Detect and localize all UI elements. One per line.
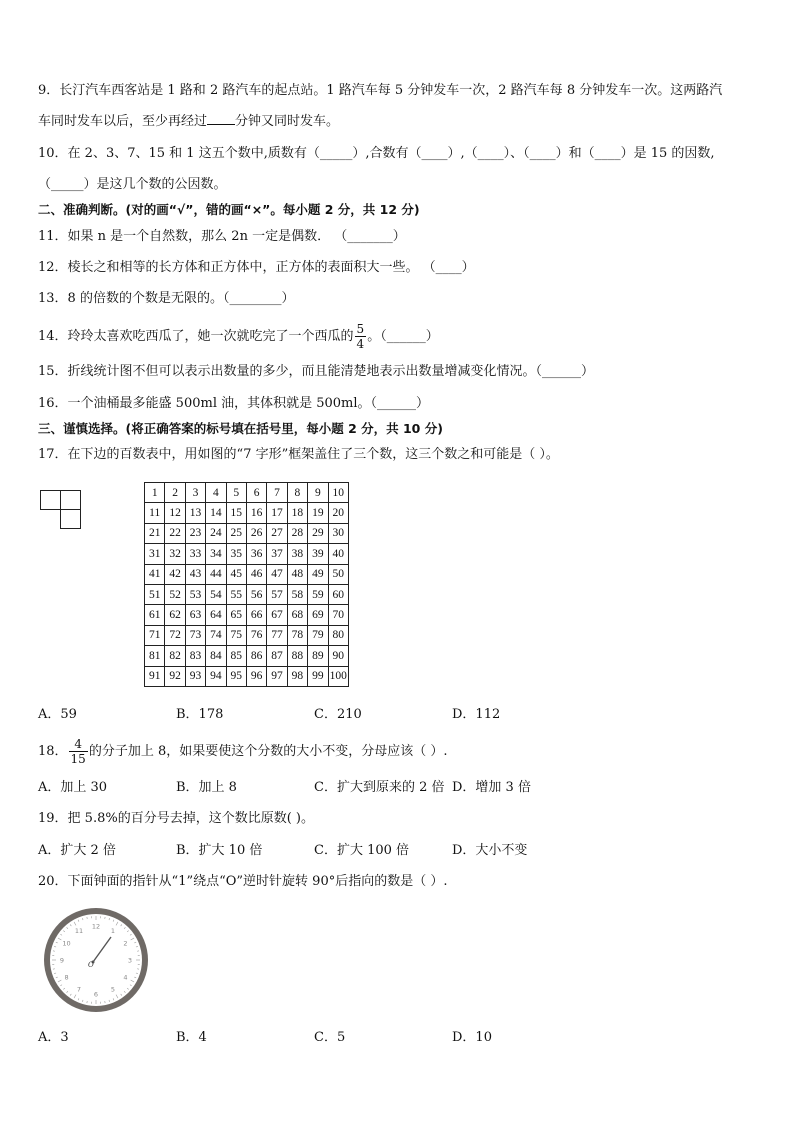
- table-cell: 44: [206, 564, 226, 584]
- table-cell: 59: [308, 584, 328, 604]
- clock-number: 6: [93, 990, 99, 999]
- table-cell: 25: [226, 523, 246, 543]
- answer-blank[interactable]: [207, 112, 235, 125]
- clock-number: 1: [110, 926, 116, 935]
- table-cell: 9: [308, 483, 328, 503]
- table-cell: 27: [267, 523, 287, 543]
- table-cell: 99: [308, 666, 328, 686]
- table-cell: 29: [308, 523, 328, 543]
- q20-option-b[interactable]: B．4: [176, 1030, 207, 1045]
- table-cell: 43: [185, 564, 205, 584]
- table-cell: 88: [287, 646, 307, 666]
- table-cell: 2: [165, 483, 185, 503]
- table-cell: 61: [145, 605, 165, 625]
- table-cell: 42: [165, 564, 185, 584]
- table-cell: 31: [145, 544, 165, 564]
- q19-option-b[interactable]: B．扩大 10 倍: [176, 843, 263, 858]
- fraction-denominator: 4: [356, 337, 365, 351]
- clock-number: 7: [76, 985, 82, 994]
- clock-number: 8: [64, 973, 69, 982]
- question-10-line-1: 10．在 2、3、7、15 和 1 这五个数中,质数有（_____）,合数有（____）,（____）、（____）和（____）是 15 的因数,: [38, 146, 715, 161]
- table-cell: 8: [287, 483, 307, 503]
- q17-option-b[interactable]: B．178: [176, 707, 224, 722]
- table-cell: 26: [246, 523, 266, 543]
- table-cell: 86: [246, 646, 266, 666]
- table-cell: 63: [185, 605, 205, 625]
- table-cell: 15: [226, 503, 246, 523]
- table-cell: 38: [287, 544, 307, 564]
- table-cell: 66: [246, 605, 266, 625]
- table-cell: 23: [185, 523, 205, 543]
- question-11: 11．如果 n 是一个自然数，那么 2n 一定是偶数． （_______）: [38, 229, 406, 244]
- clock-number: 10: [62, 939, 71, 948]
- fraction-numerator: 4: [69, 737, 88, 752]
- fraction: [355, 322, 367, 351]
- table-cell: 49: [308, 564, 328, 584]
- table-cell: 30: [328, 523, 348, 543]
- table-cell: 93: [185, 666, 205, 686]
- table-cell: 71: [145, 625, 165, 645]
- hundred-number-table: [144, 482, 349, 687]
- q18-option-d[interactable]: D．增加 3 倍: [452, 780, 531, 795]
- table-cell: 83: [185, 646, 205, 666]
- section-2-heading: 二、准确判断。(对的画“√”，错的画“×”。每小题 2 分，共 12 分): [38, 202, 420, 217]
- question-9-text-b: 分钟又同时发车。: [235, 114, 340, 129]
- table-row: [145, 503, 349, 523]
- q19-option-a[interactable]: A．扩大 2 倍: [38, 843, 116, 858]
- table-cell: 41: [145, 564, 165, 584]
- table-cell: 3: [185, 483, 205, 503]
- table-cell: 34: [206, 544, 226, 564]
- q20-option-a[interactable]: A．3: [38, 1030, 69, 1045]
- table-cell: 17: [267, 503, 287, 523]
- table-cell: 87: [267, 646, 287, 666]
- table-cell: 74: [206, 625, 226, 645]
- question-15: 15．折线统计图不但可以表示出数量的多少，而且能清楚地表示出数量增减变化情况。（______）: [38, 364, 595, 379]
- table-cell: 60: [328, 584, 348, 604]
- question-12: 12．棱长之和相等的长方体和正方体中，正方体的表面积大一些。 （____）: [38, 260, 475, 275]
- table-cell: 51: [145, 584, 165, 604]
- table-cell: 79: [308, 625, 328, 645]
- q17-option-a[interactable]: A．59: [38, 707, 77, 722]
- clock-number: 12: [91, 922, 101, 931]
- question-18-text: 的分子加上 8，如果要使这个分数的大小不变，分母应该（ ）.: [88, 744, 448, 759]
- question-16: 16．一个油桶最多能盛 500ml 油，其体积就是 500ml。（______）: [38, 396, 430, 411]
- table-cell: 54: [206, 584, 226, 604]
- question-19: 19．把 5.8%的百分号去掉，这个数比原数( )。: [38, 811, 314, 826]
- clock-face-icon: [40, 906, 152, 1014]
- table-cell: 37: [267, 544, 287, 564]
- table-cell: 32: [165, 544, 185, 564]
- clock-number: 9: [59, 956, 65, 965]
- clock-number: 11: [74, 926, 84, 935]
- table-cell: 91: [145, 666, 165, 686]
- q18-option-b[interactable]: B．加上 8: [176, 780, 237, 795]
- clock-number: 2: [123, 939, 128, 948]
- clock-number: 5: [110, 985, 116, 994]
- table-row: [145, 584, 349, 604]
- table-cell: 55: [226, 584, 246, 604]
- table-cell: 6: [246, 483, 266, 503]
- question-9-line-1: 9．长汀汽车西客站是 1 路和 2 路汽车的起点站。1 路汽车每 5 分钟发车一次，2 路汽车每 8 分钟发车一次。这两路汽: [38, 83, 723, 98]
- table-cell: 57: [267, 584, 287, 604]
- table-cell: 46: [246, 564, 266, 584]
- table-cell: 68: [287, 605, 307, 625]
- table-cell: 90: [328, 646, 348, 666]
- table-cell: 5: [226, 483, 246, 503]
- table-cell: 1: [145, 483, 165, 503]
- table-row: [145, 605, 349, 625]
- question-17: 17．在下边的百数表中，用如图的“7 字形”框架盖住了三个数，这三个数之和可能是（ ）。: [38, 447, 559, 462]
- table-cell: 72: [165, 625, 185, 645]
- seven-shape-frame-icon: [40, 490, 82, 530]
- question-9-text-a: 车同时发车以后，至少再经过: [38, 114, 208, 129]
- question-14-text: 14．玲玲太喜欢吃西瓜了，她一次就吃完了一个西瓜的: [38, 329, 354, 344]
- table-cell: 69: [308, 605, 328, 625]
- question-20: 20．下面钟面的指针从“1”绕点“O”逆时针旋转 90°后指向的数是（ ）.: [38, 874, 448, 889]
- question-14: [38, 322, 439, 352]
- table-cell: 50: [328, 564, 348, 584]
- table-cell: 62: [165, 605, 185, 625]
- fraction-numerator: 5: [356, 322, 365, 336]
- table-cell: 28: [287, 523, 307, 543]
- table-cell: 18: [287, 503, 307, 523]
- table-row: [145, 646, 349, 666]
- table-row: [145, 544, 349, 564]
- table-cell: 95: [226, 666, 246, 686]
- table-row: [145, 625, 349, 645]
- question-14-answer: 。（______）: [367, 329, 439, 344]
- table-cell: 85: [226, 646, 246, 666]
- table-cell: 47: [267, 564, 287, 584]
- q20-option-d[interactable]: D．10: [452, 1030, 492, 1045]
- q19-option-d[interactable]: D．大小不变: [452, 843, 528, 858]
- table-cell: 48: [287, 564, 307, 584]
- table-cell: 76: [246, 625, 266, 645]
- table-cell: 24: [206, 523, 226, 543]
- table-cell: 4: [206, 483, 226, 503]
- table-cell: 96: [246, 666, 266, 686]
- table-cell: 78: [287, 625, 307, 645]
- q20-option-c[interactable]: C．5: [314, 1030, 346, 1045]
- table-cell: 97: [267, 666, 287, 686]
- table-row: [145, 483, 349, 503]
- table-cell: 36: [246, 544, 266, 564]
- table-cell: 14: [206, 503, 226, 523]
- question-18: [38, 735, 448, 769]
- table-cell: 52: [165, 584, 185, 604]
- table-cell: 82: [165, 646, 185, 666]
- q17-option-d[interactable]: D．112: [452, 707, 501, 722]
- q19-option-c[interactable]: C．扩大 100 倍: [314, 843, 410, 858]
- table-cell: 92: [165, 666, 185, 686]
- section-3-heading: 三、谨慎选择。(将正确答案的标号填在括号里，每小题 2 分，共 10 分): [38, 421, 443, 436]
- table-cell: 58: [287, 584, 307, 604]
- table-cell: 45: [226, 564, 246, 584]
- table-row: [145, 666, 349, 686]
- table-cell: 40: [328, 544, 348, 564]
- table-cell: 11: [145, 503, 165, 523]
- table-cell: 81: [145, 646, 165, 666]
- q17-option-c[interactable]: C．210: [314, 707, 362, 722]
- table-cell: 94: [206, 666, 226, 686]
- table-cell: 67: [267, 605, 287, 625]
- table-cell: 100: [328, 666, 348, 686]
- clock-number: 3: [127, 956, 133, 965]
- table-cell: 64: [206, 605, 226, 625]
- question-13: 13．8 的倍数的个数是无限的。（________）: [38, 291, 295, 306]
- table-cell: 56: [246, 584, 266, 604]
- table-cell: 65: [226, 605, 246, 625]
- table-cell: 20: [328, 503, 348, 523]
- table-cell: 16: [246, 503, 266, 523]
- table-cell: 53: [185, 584, 205, 604]
- table-cell: 77: [267, 625, 287, 645]
- fraction-denominator: 15: [70, 752, 86, 766]
- table-cell: 35: [226, 544, 246, 564]
- table-cell: 10: [328, 483, 348, 503]
- q18-option-a[interactable]: A．加上 30: [38, 780, 108, 795]
- table-cell: 13: [185, 503, 205, 523]
- table-cell: 21: [145, 523, 165, 543]
- q18-option-c[interactable]: C．扩大到原来的 2 倍: [314, 780, 445, 795]
- table-cell: 80: [328, 625, 348, 645]
- table-cell: 73: [185, 625, 205, 645]
- table-cell: 12: [165, 503, 185, 523]
- clock-center-label: O: [88, 961, 94, 969]
- question-18-number: 18．: [38, 744, 68, 759]
- clock-number: 4: [123, 973, 128, 982]
- table-cell: 98: [287, 666, 307, 686]
- table-cell: 19: [308, 503, 328, 523]
- table-cell: 70: [328, 605, 348, 625]
- table-row: [145, 523, 349, 543]
- table-cell: 89: [308, 646, 328, 666]
- table-row: [145, 564, 349, 584]
- table-cell: 84: [206, 646, 226, 666]
- fraction: [69, 737, 88, 766]
- table-cell: 39: [308, 544, 328, 564]
- table-cell: 22: [165, 523, 185, 543]
- table-cell: 7: [267, 483, 287, 503]
- table-cell: 75: [226, 625, 246, 645]
- question-10-line-2: （_____）是这几个数的公因数。: [38, 177, 227, 192]
- table-cell: 33: [185, 544, 205, 564]
- question-9-line-2: [38, 112, 339, 132]
